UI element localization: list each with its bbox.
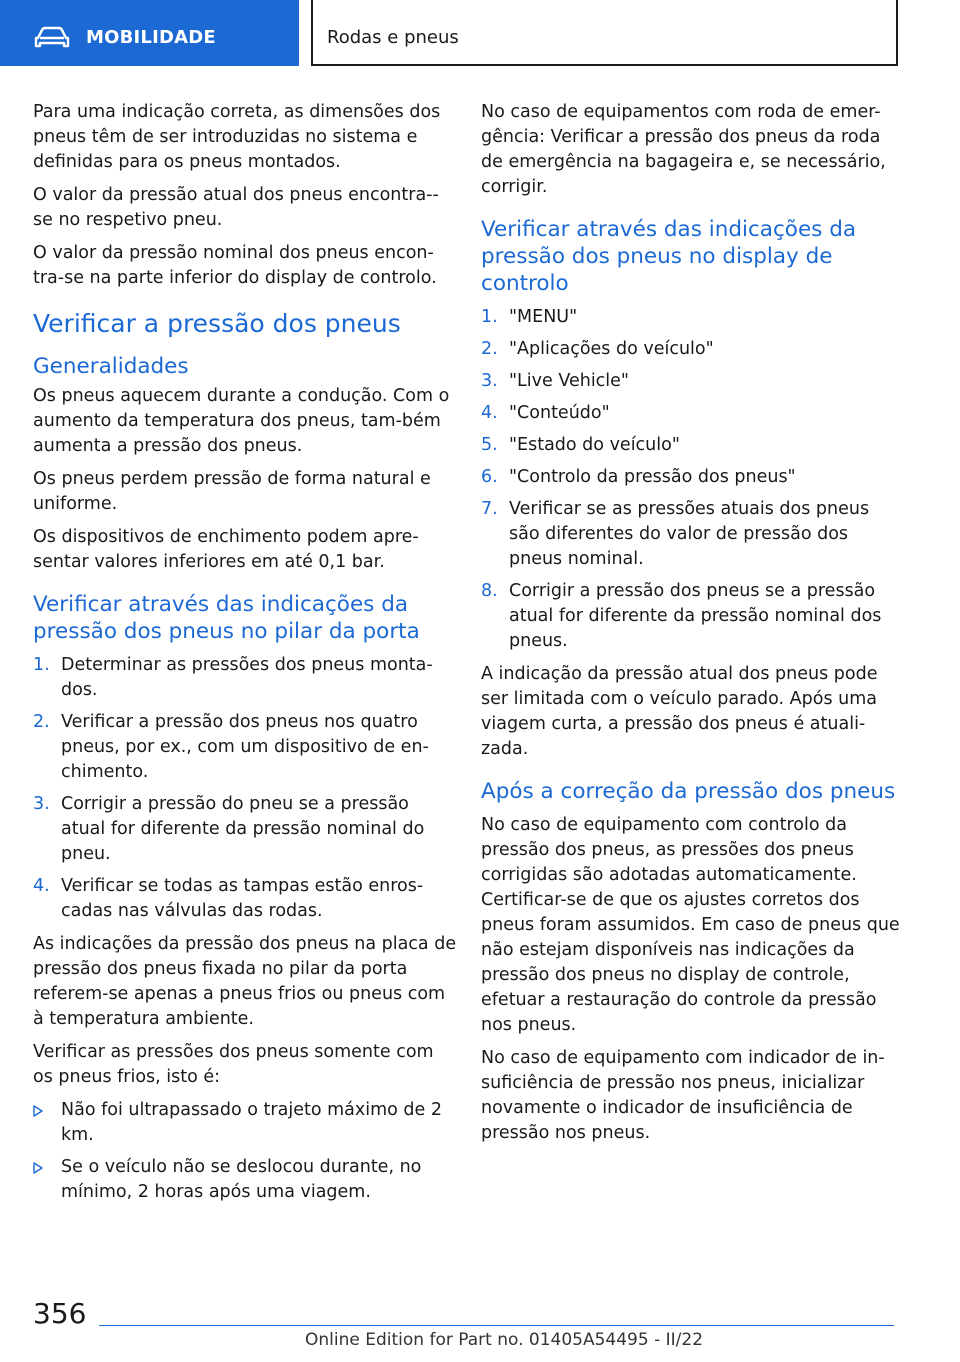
step-text: "Conteúdo" bbox=[509, 403, 610, 423]
step-text: Determinar as pressões dos pneus monta-dos. bbox=[61, 655, 433, 700]
list-item bbox=[481, 369, 905, 394]
triangle-bullet-icon bbox=[33, 1162, 43, 1174]
step-number: 3. bbox=[481, 371, 498, 391]
step-number: 6. bbox=[481, 467, 498, 487]
step-number: 4. bbox=[33, 876, 50, 896]
list-item bbox=[481, 579, 905, 654]
steps-list bbox=[33, 653, 457, 924]
triangle-bullet-icon bbox=[33, 1105, 43, 1117]
list-item bbox=[33, 653, 457, 703]
paragraph: Os dispositivos de enchimento podem apre-sentar valores inferiores em até 0,1 bar. bbox=[33, 527, 419, 572]
paragraph: Os pneus aquecem durante a condução. Com o aumento da temperatura dos pneus, tam-bém aumenta a pressão dos pneus. bbox=[33, 386, 450, 456]
step-number: 7. bbox=[481, 499, 498, 519]
right-column bbox=[481, 100, 905, 1154]
steps-list bbox=[481, 305, 905, 654]
list-item bbox=[33, 710, 457, 785]
section-title: MOBILIDADE bbox=[86, 27, 216, 48]
step-number: 8. bbox=[481, 581, 498, 601]
paragraph: O valor da pressão atual dos pneus encontra--se no respetivo pneu. bbox=[33, 185, 439, 230]
step-number: 3. bbox=[33, 794, 50, 814]
step-text: "Live Vehicle" bbox=[509, 371, 629, 391]
section-tab[interactable] bbox=[0, 0, 299, 66]
step-text: Corrigir a pressão do pneu se a pressão atual for diferente da pressão nominal do pneu. bbox=[61, 794, 425, 864]
step-number: 5. bbox=[481, 435, 498, 455]
subsection-heading: Após a correção da pressão dos pneus bbox=[481, 779, 896, 804]
paragraph: No caso de equipamentos com roda de emer-gência: Verificar a pressão dos pneus da roda de emergência na bagageira e, se necessário, corrigir. bbox=[481, 102, 886, 197]
list-item bbox=[481, 497, 905, 572]
edition-footer: Online Edition for Part no. 01405A54495 - II/22 bbox=[305, 1330, 704, 1350]
bullet-text: Se o veículo não se deslocou durante, no mínimo, 2 horas após uma viagem. bbox=[61, 1157, 422, 1202]
subsection-heading: Verificar através das indicações da pressão dos pneus no display de controlo bbox=[481, 217, 857, 296]
step-text: Verificar se todas as tampas estão enros-cadas nas válvulas das rodas. bbox=[61, 876, 424, 921]
list-item bbox=[481, 433, 905, 458]
bullet-text: Não foi ultrapassado o trajeto máximo de 2 km. bbox=[61, 1100, 442, 1145]
step-text: Verificar a pressão dos pneus nos quatro pneus, por ex., com um dispositivo de en-chimento. bbox=[61, 712, 429, 782]
paragraph: Verificar as pressões dos pneus somente com os pneus frios, isto é: bbox=[33, 1042, 434, 1087]
paragraph: A indicação da pressão atual dos pneus pode ser limitada com o veículo parado. Após uma viagem curta, a pressão dos pneus é atuali-zada. bbox=[481, 664, 878, 759]
left-column bbox=[33, 100, 457, 1213]
step-text: Verificar se as pressões atuais dos pneus são diferentes do valor de pressão dos pneus nominal. bbox=[509, 499, 870, 569]
list-item bbox=[481, 305, 905, 330]
step-number: 4. bbox=[481, 403, 498, 423]
list-item bbox=[481, 337, 905, 362]
step-text: "Controlo da pressão dos pneus" bbox=[509, 467, 796, 487]
subsection-heading: Generalidades bbox=[33, 354, 189, 379]
list-item bbox=[481, 401, 905, 426]
paragraph: Os pneus perdem pressão de forma natural e uniforme. bbox=[33, 469, 431, 514]
paragraph: No caso de equipamento com indicador de in-suficiência de pressão nos pneus, inicializar novamente o indicador de insuficiência de pressão nos pneus. bbox=[481, 1048, 885, 1143]
step-number: 1. bbox=[33, 655, 50, 675]
step-number: 1. bbox=[481, 307, 498, 327]
step-text: "Aplicações do veículo" bbox=[509, 339, 714, 359]
bullet-list bbox=[33, 1098, 457, 1205]
car-icon bbox=[34, 26, 70, 48]
step-text: Corrigir a pressão dos pneus se a pressão atual for diferente da pressão nominal dos pneus. bbox=[509, 581, 882, 651]
paragraph: O valor da pressão nominal dos pneus encon-tra-se na parte inferior do display de controlo. bbox=[33, 243, 437, 288]
list-item bbox=[33, 874, 457, 924]
page-number: 356 bbox=[33, 1297, 87, 1330]
chapter-box bbox=[311, 0, 898, 66]
step-text: "MENU" bbox=[509, 307, 578, 327]
list-item bbox=[33, 1098, 457, 1148]
page-header bbox=[0, 0, 960, 66]
footer-divider bbox=[99, 1325, 894, 1326]
list-item bbox=[481, 465, 905, 490]
step-text: "Estado do veículo" bbox=[509, 435, 680, 455]
paragraph: Para uma indicação correta, as dimensões dos pneus têm de ser introduzidas no sistema e definidas para os pneus montados. bbox=[33, 102, 441, 172]
paragraph: As indicações da pressão dos pneus na placa de pressão dos pneus fixada no pilar da porta referem-se apenas a pneus frios ou pneus com à temperatura ambiente. bbox=[33, 934, 457, 1029]
step-number: 2. bbox=[481, 339, 498, 359]
section-heading: Verificar a pressão dos pneus bbox=[33, 309, 401, 338]
step-number: 2. bbox=[33, 712, 50, 732]
paragraph: No caso de equipamento com controlo da pressão dos pneus, as pressões dos pneus corrigidas são adotadas automaticamente. Certificar-se de que os ajustes corretos dos pneus foram assumidos. Em caso de pneus que não estejam disponíveis nas indicações da pressão dos pneus no display de controle, efetuar a restauração do controle da pressão nos pneus. bbox=[481, 815, 900, 1035]
list-item bbox=[33, 792, 457, 867]
chapter-title: Rodas e pneus bbox=[327, 27, 459, 48]
subsection-heading: Verificar através das indicações da pressão dos pneus no pilar da porta bbox=[33, 592, 420, 644]
list-item bbox=[33, 1155, 457, 1205]
